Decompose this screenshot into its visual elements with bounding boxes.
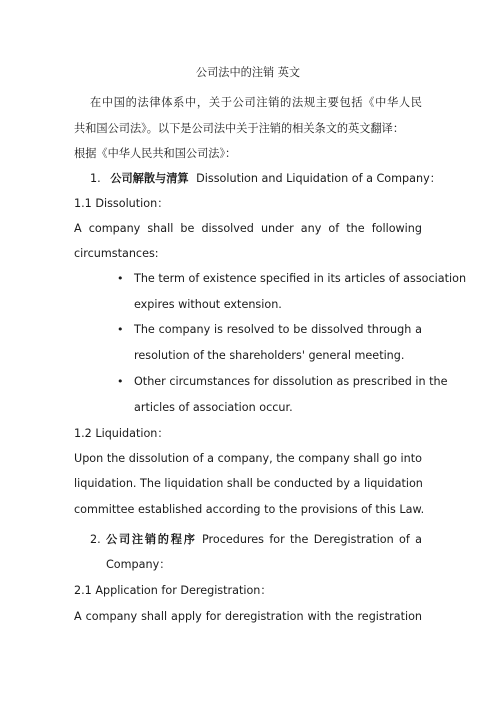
section-1-heading-cn: 公司解散与清算 [110, 172, 189, 185]
section-2-heading-line-2: Company： [106, 558, 171, 571]
bullet-3-line-1: Other circumstances for dissolution as prescribed in the [134, 375, 448, 388]
paragraph-1-2-line-1: Upon the dissolution of a company, the company shall go into [74, 452, 422, 465]
intro-line-2: 共和国公司法》。以下是公司法中关于注销的相关条文的英文翻译： [74, 122, 405, 135]
section-1-heading [90, 172, 441, 186]
subsection-1-1-heading: 1.1 Dissolution： [74, 197, 169, 210]
paragraph-1-1-line-2: circumstances: [74, 247, 159, 260]
bullet-3-line-2: articles of association occur. [134, 401, 293, 414]
bullet-dot: • [117, 272, 124, 285]
section-2-heading [90, 533, 422, 547]
bullet-2-line-1: The company is resolved to be dissolved through a [134, 323, 422, 336]
bullet-dot: • [117, 375, 124, 388]
paragraph-2-1-line-1: A company shall apply for deregistration with the registration [74, 610, 422, 623]
intro-line-3: 根据《中华人民共和国公司法》： [74, 147, 237, 160]
paragraph-1-2-line-2: liquidation. The liquidation shall be conducted by a liquidation [74, 477, 423, 490]
document-title: 公司法中的注销 英文 [195, 66, 301, 79]
section-1-heading-en: Dissolution and Liquidation of a Company： [196, 172, 441, 185]
subsection-1-2-heading: 1.2 Liquidation： [74, 427, 169, 440]
bullet-dot: • [117, 323, 124, 336]
paragraph-1-2-line-3: committee established according to the provisions of this Law. [74, 503, 425, 516]
section-1-number: 1. [90, 172, 101, 185]
bullet-1-line-1: The term of existence specified in its articles of association [134, 272, 467, 285]
intro-line-1: 在中国的法律体系中，关于公司注销的法规主要包括《中华人民 [90, 96, 422, 109]
subsection-2-1-heading: 2.1 Application for Deregistration： [74, 584, 272, 597]
bullet-1-line-2: expires without extension. [134, 298, 282, 311]
paragraph-1-1-line-1: A company shall be dissolved under any of the following [74, 222, 422, 235]
section-2-heading-en-line-1: Procedures for the Deregistration of a [201, 533, 423, 546]
section-2-heading-cn: 公司注销的程序 [106, 533, 197, 546]
bullet-2-line-2: resolution of the shareholders' general meeting. [134, 349, 405, 362]
section-2-number: 2. [90, 533, 101, 546]
